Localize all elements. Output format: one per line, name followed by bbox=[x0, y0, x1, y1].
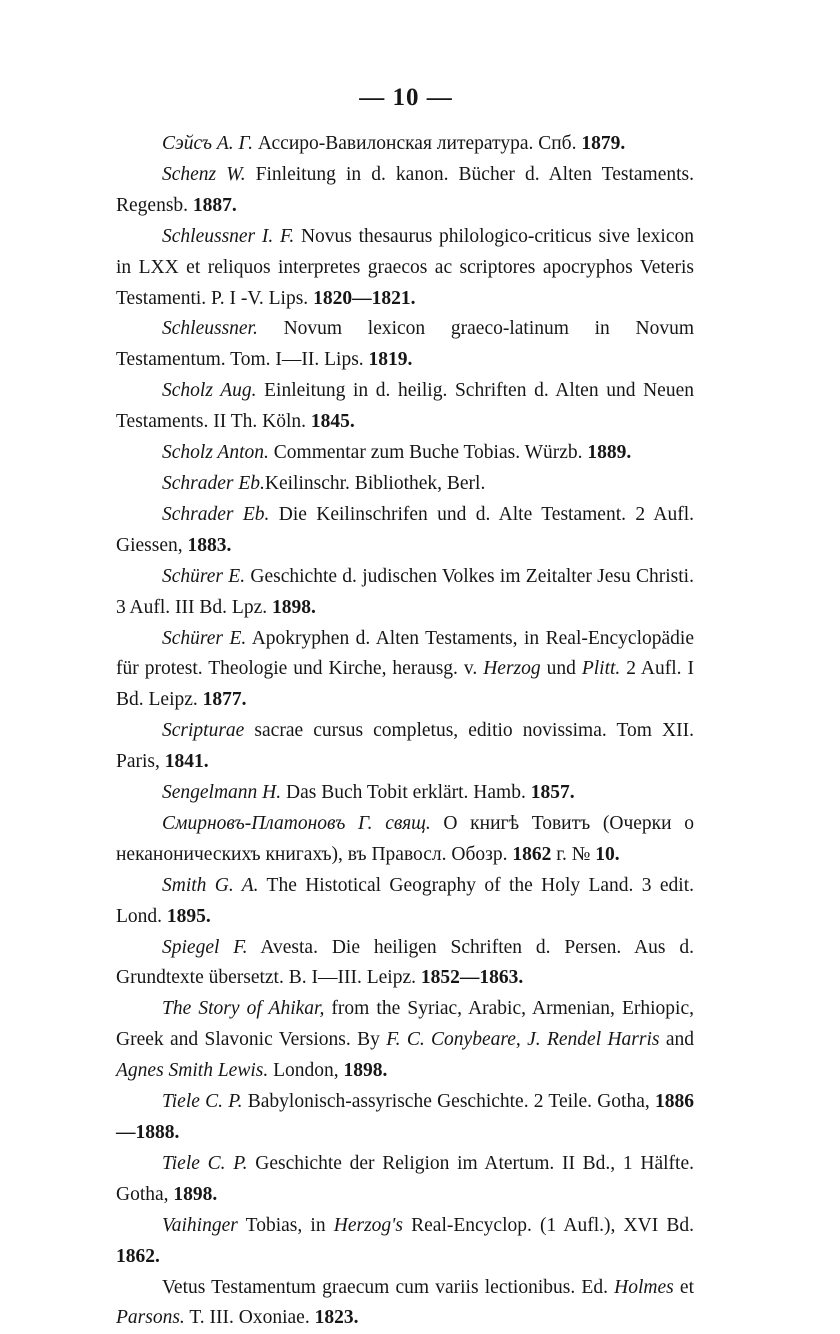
entry-year: 1898. bbox=[271, 596, 316, 618]
entry-year: 1841. bbox=[164, 751, 209, 773]
entry-text: г. № bbox=[551, 843, 596, 865]
entry-author-title: Scripturae bbox=[162, 720, 245, 742]
entry-text: Das Buch Tobit erklärt. Hamb. bbox=[281, 782, 531, 804]
bibliography-entry bbox=[116, 160, 694, 222]
entry-text: The Histotical Geography of the Holy Land. 3 edit. Lond. bbox=[116, 874, 695, 927]
bibliography-entry bbox=[116, 500, 694, 562]
entry-text: Die Keilinschrifen und d. Alte Testament. 2 Aufl. Giessen, bbox=[116, 503, 694, 556]
bibliography-entry bbox=[116, 469, 694, 500]
entry-text: T. III. Oxoniae. bbox=[184, 1307, 315, 1329]
entry-author-title: Schürer E. bbox=[162, 565, 246, 587]
entry-author-title: Tiele C. P. bbox=[162, 1152, 248, 1174]
entry-author-title: Plitt. bbox=[581, 658, 621, 680]
bibliography-entry bbox=[116, 716, 694, 778]
entry-text: Novum lexicon graeco-latinum in Novum Testamentum. Tom. I—II. Lips. bbox=[116, 318, 694, 371]
entry-author-title: Schürer E. bbox=[162, 627, 247, 649]
entry-year: 1823. bbox=[314, 1307, 359, 1329]
bibliography-entry bbox=[116, 624, 694, 717]
entry-author-title: Holmes bbox=[614, 1276, 674, 1298]
bibliography-entry bbox=[116, 1211, 694, 1273]
entry-text: Novus thesaurus philologico-criticus sive lexicon in LXX et reliquos interpretes graecos ac scriptores apocryphos Veteris Testamenti. P. I -V. Lips. bbox=[116, 225, 694, 309]
entry-author-title: Schrader Eb. bbox=[162, 472, 265, 494]
entry-author-title: Smith G. A. bbox=[162, 874, 259, 896]
bibliography-entry bbox=[116, 871, 694, 933]
bibliography-entry bbox=[116, 778, 694, 809]
entry-year: 1862 bbox=[512, 843, 552, 865]
entry-year: 1889. bbox=[587, 442, 632, 464]
entry-year: 1852—1863. bbox=[420, 967, 524, 989]
entry-year: 1898. bbox=[173, 1183, 218, 1205]
bibliography-entry bbox=[116, 222, 694, 315]
bibliography-entry bbox=[116, 933, 694, 995]
entry-text: Einleitung in d. heilig. Schriften d. Alten und Neuen Testaments. II Th. Köln. bbox=[116, 380, 694, 433]
entry-year: 1857. bbox=[530, 782, 575, 804]
bibliography-entry bbox=[116, 1087, 694, 1149]
entry-text: Real-Encyclop. (1 Aufl.), XVI Bd. bbox=[402, 1214, 694, 1236]
entry-author-title: Agnes Smith Lewis. bbox=[116, 1060, 269, 1082]
entry-year: 1862. bbox=[116, 1245, 160, 1267]
entry-text: and bbox=[659, 1029, 694, 1051]
bibliography-entry bbox=[116, 562, 694, 624]
entry-author-title: The Story of Ahikar, bbox=[162, 998, 325, 1020]
entry-author-title: Spiegel F. bbox=[162, 936, 248, 958]
entry-text: et bbox=[673, 1276, 694, 1298]
entry-author-title: Tiele C. P. bbox=[162, 1091, 243, 1113]
bibliography-entry bbox=[116, 376, 694, 438]
entry-year: 1883. bbox=[187, 534, 232, 556]
entry-author-title: Schrader Eb. bbox=[162, 503, 270, 525]
entry-year: 1898. bbox=[343, 1060, 388, 1082]
entry-author-title: Schenz W. bbox=[162, 163, 246, 185]
entry-text: und bbox=[540, 658, 582, 680]
entry-text: Ассиро-Вавилонская литература. Спб. bbox=[253, 133, 582, 154]
entry-year: 1877. bbox=[202, 689, 247, 711]
entry-text: from the Syriac, Arabic, Armenian, Erhiopic, Greek and Slavonic Versions. By bbox=[116, 998, 694, 1051]
entry-author-title: Parsons. bbox=[116, 1307, 185, 1329]
entry-text: Avesta. Die heiligen Schriften d. Persen. Aus d. Grundtexte übersetzt. B. I—III. Leipz. bbox=[116, 936, 695, 989]
entry-year: 1895. bbox=[166, 905, 211, 927]
entry-text: Keilinschr. Bibliothek, Berl. bbox=[264, 472, 486, 494]
entry-text: Vetus Testamentum graecum cum variis lectionibus. Ed. bbox=[162, 1276, 615, 1298]
entry-author-title: Sengelmann H. bbox=[162, 782, 282, 804]
bibliography-entry bbox=[116, 129, 694, 160]
entry-author-title: Сэйсъ А. Г. bbox=[162, 133, 254, 154]
entry-author-title: Смирновъ-Платоновъ Г. свящ. bbox=[162, 812, 431, 834]
entry-year: 1879. bbox=[581, 133, 626, 154]
entry-text: Finleitung in d. kanon. Bücher d. Alten Testaments. Regensb. bbox=[116, 163, 694, 216]
entry-text: 2 Aufl. I Bd. Leipz. bbox=[116, 658, 694, 711]
entry-year: 1886—1888. bbox=[116, 1091, 694, 1143]
entry-text: О книгѣ Товитъ (Очерки о неканоническихъ книгахъ), въ Правосл. Обозр. bbox=[116, 812, 694, 865]
entry-author-title: F. C. Conybeare, J. Rendel Harris bbox=[386, 1029, 660, 1051]
bibliography-entry bbox=[116, 809, 694, 871]
bibliography-list bbox=[116, 129, 694, 1334]
entry-text: sacrae cursus completus, editio novissima. Tom XII. Paris, bbox=[116, 720, 694, 773]
bibliography-entry bbox=[116, 1273, 694, 1334]
entry-year: 1887. bbox=[192, 194, 237, 216]
entry-author-title: Scholz Aug. bbox=[162, 380, 257, 402]
entry-author-title: Schleussner. bbox=[162, 318, 258, 340]
bibliography-entry bbox=[116, 994, 694, 1087]
bibliography-entry bbox=[116, 1149, 694, 1211]
entry-text: Tobias, in bbox=[237, 1214, 334, 1236]
bibliography-entry bbox=[116, 314, 694, 376]
entry-author-title: Schleussner I. F. bbox=[162, 225, 295, 247]
entry-author-title: Herzog's bbox=[333, 1214, 403, 1236]
entry-text: Geschichte d. judischen Volkes im Zeitalter Jesu Christi. 3 Aufl. III Bd. Lpz. bbox=[116, 565, 694, 618]
entry-year: 1820—1821. bbox=[313, 287, 416, 309]
entry-year: 1819. bbox=[368, 349, 413, 371]
entry-text: Apokryphen d. Alten Testaments, in Real-Encyclopädie für protest. Theologie und Kirche, herausg. v. bbox=[116, 627, 694, 680]
entry-text: Geschichte der Religion im Atertum. II Bd., 1 Hälfte. Gotha, bbox=[116, 1152, 694, 1205]
entry-author-title: Vaihinger bbox=[162, 1214, 238, 1236]
entry-text: Commentar zum Buche Tobias. Würzb. bbox=[268, 442, 588, 464]
entry-year: 10. bbox=[595, 843, 620, 865]
entry-text: Babylonisch-assyrische Geschichte. 2 Teile. Gotha, bbox=[242, 1091, 655, 1113]
entry-year: 1845. bbox=[310, 411, 355, 433]
entry-text: London, bbox=[268, 1060, 344, 1082]
entry-author-title: Scholz Anton. bbox=[162, 442, 269, 464]
page-number: — 10 — bbox=[359, 84, 453, 111]
entry-author-title: Herzog bbox=[483, 658, 541, 680]
bibliography-entry bbox=[116, 438, 694, 469]
